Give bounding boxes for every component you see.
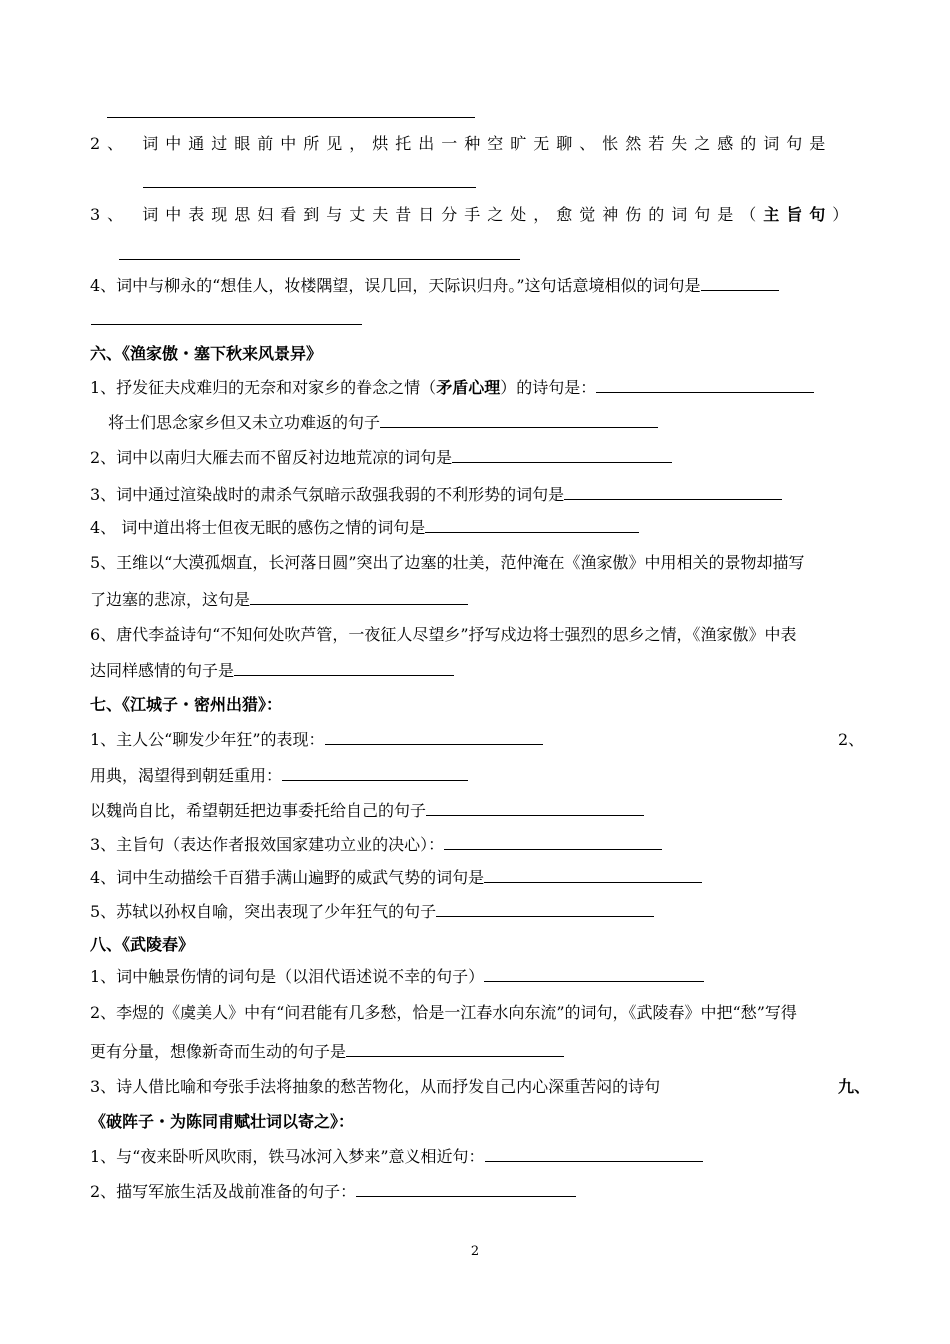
answer-blank	[452, 448, 672, 463]
question-7-1: 1、主人公“聊发少年狂”的表现：	[90, 729, 543, 751]
question-7-4: 4、词中生动描绘千百猎手满山遍野的威武气势的词句是	[90, 867, 702, 889]
question-6-6: 6、唐代李益诗句“不知何处吹芦管，一夜征人尽望乡”抒写戍边将士强烈的思乡之情，《渔家傲》中表	[90, 625, 797, 644]
question-7-2-sub: 以魏尚自比，希望朝廷把边事委托给自己的句子	[90, 800, 644, 822]
question-7-2: 用典，渴望得到朝廷重用：	[90, 765, 468, 787]
answer-blank	[234, 661, 454, 676]
answer-blank	[564, 485, 782, 500]
answer-blank	[484, 967, 704, 982]
answer-blank	[436, 902, 654, 917]
question-8-2: 2、李煜的《虞美人》中有“问君能有几多愁，恰是一江春水向东流”的词句，《武陵春》中把“愁”写得	[90, 1003, 797, 1022]
answer-blank	[346, 1042, 564, 1057]
answer-line	[107, 117, 475, 118]
question-3: 3、 词中表现思妇看到与丈夫昔日分手之处，愈觉神伤的词句是（主旨句）	[90, 205, 856, 224]
question-7-3: 3、主旨句（表达作者报效国家建功立业的决心）：	[90, 834, 662, 856]
question-9-2: 2、描写军旅生活及战前准备的句子：	[90, 1181, 576, 1203]
answer-blank	[380, 413, 658, 428]
question-7-5: 5、苏轼以孙权自喻，突出表现了少年狂气的句子	[90, 901, 654, 923]
question-6-1: 1、抒发征夫戍难归的无奈和对家乡的眷念之情（矛盾心理）的诗句是：	[90, 377, 814, 399]
answer-blank	[282, 766, 468, 781]
answer-blank	[356, 1182, 576, 1197]
answer-line	[143, 187, 476, 188]
question-6-4: 4、 词中道出将士但夜无眠的感伤之情的词句是	[90, 517, 639, 539]
question-9-1: 1、与“夜来卧听风吹雨，铁马冰河入梦来”意义相近句：	[90, 1146, 703, 1168]
answer-blank	[701, 276, 779, 291]
question-6-3: 3、词中通过渲染战时的肃杀气氛暗示敌强我弱的不利形势的词句是	[90, 484, 782, 506]
answer-blank	[325, 730, 543, 745]
section-heading-7: 七、《江城子・密州出猎》：	[90, 695, 283, 714]
answer-blank	[444, 835, 662, 850]
answer-line	[91, 324, 362, 325]
answer-blank	[596, 378, 814, 393]
question-6-2: 2、词中以南归大雁去而不留反衬边地荒凉的词句是	[90, 447, 672, 469]
question-4: 4、词中与柳永的“想佳人，妆楼隅望，误几回，天际识归舟。”这句话意境相似的词句是	[90, 275, 779, 297]
answer-blank	[250, 590, 468, 605]
emphasis-contradiction: 矛盾心理	[436, 378, 501, 397]
answer-blank	[426, 801, 644, 816]
question-8-1: 1、词中触景伤情的词句是（以泪代语述说不幸的句子）	[90, 966, 704, 988]
question-7-2-number: 2、	[838, 730, 865, 749]
question-6-6-cont: 达同样感情的句子是	[90, 660, 454, 682]
answer-blank	[425, 518, 639, 533]
question-2: 2、 词中通过眼前中所见，烘托出一种空旷无聊、怅然若失之感的词句是	[90, 134, 833, 153]
emphasis-main-theme: 主旨句	[763, 205, 833, 224]
question-8-2-cont: 更有分量，想像新奇而生动的句子是	[90, 1041, 564, 1063]
page-number: 2	[470, 1244, 480, 1259]
question-8-3: 3、诗人借比喻和夸张手法将抽象的愁苦物化，从而抒发自己内心深重苦闷的诗句	[90, 1077, 661, 1096]
answer-blank	[484, 868, 702, 883]
section-heading-8: 八、《武陵春》	[90, 935, 195, 954]
section-heading-6: 六、《渔家傲・塞下秋来风景异》	[90, 344, 323, 363]
question-6-5: 5、王维以“大漠孤烟直，长河落日圆”突出了边塞的壮美，范仲淹在《渔家傲》中用相关的景物却描写	[90, 553, 805, 572]
question-6-1-sub: 将士们思念家乡但又未立功难返的句子	[108, 412, 658, 434]
section-number-9: 九、	[838, 1077, 871, 1096]
question-6-5-cont: 了边塞的悲凉，这句是	[90, 589, 468, 611]
answer-line	[119, 259, 520, 260]
section-heading-9: 《破阵子・为陈同甫赋壮词以寄之》：	[90, 1112, 355, 1131]
answer-blank	[485, 1147, 703, 1162]
